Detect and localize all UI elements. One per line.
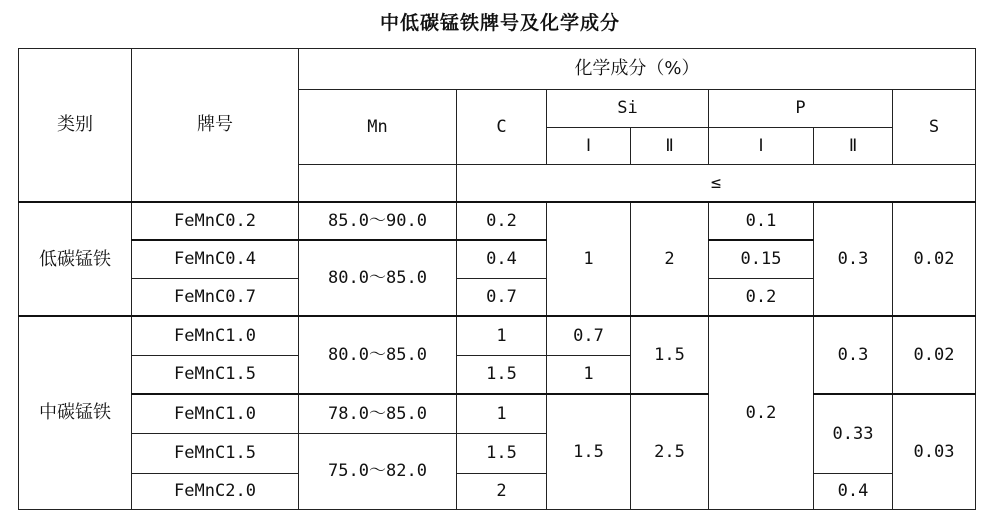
s-cell: 0.02	[893, 316, 976, 394]
c-cell: 1	[457, 316, 547, 355]
si-ii-cell: 2	[631, 202, 709, 316]
c-cell: 1	[457, 394, 547, 433]
p-i-cell: 0.2	[709, 316, 814, 509]
group-low-carbon: 低碳锰铁	[19, 202, 132, 316]
si-ii-cell: 2.5	[631, 394, 709, 509]
c-cell: 1.5	[457, 355, 547, 394]
c-cell: 0.4	[457, 240, 547, 278]
si-i-cell: 1.5	[547, 394, 631, 509]
s-cell: 0.03	[893, 394, 976, 509]
grade-cell: FeMnC0.2	[132, 202, 299, 240]
header-s: S	[893, 90, 976, 165]
header-composition: 化学成分（%）	[299, 49, 976, 90]
mn-cell: 80.0～85.0	[299, 240, 457, 316]
grade-cell: FeMnC0.7	[132, 278, 299, 316]
grade-cell: FeMnC1.5	[132, 355, 299, 394]
header-si-class-i: Ⅰ	[547, 128, 631, 165]
p-ii-cell: 0.33	[814, 394, 893, 473]
mn-cell: 75.0～82.0	[299, 433, 457, 509]
group-medium-carbon: 中碳锰铁	[19, 316, 132, 509]
header-si-class-ii: Ⅱ	[631, 128, 709, 165]
mn-cell: 80.0～85.0	[299, 316, 457, 394]
header-si: Si	[547, 90, 709, 128]
grade-cell: FeMnC1.0	[132, 316, 299, 355]
si-i-cell: 1	[547, 202, 631, 316]
c-cell: 0.7	[457, 278, 547, 316]
header-mn-blank	[299, 165, 457, 203]
grade-cell: FeMnC1.0	[132, 394, 299, 433]
grade-cell: FeMnC1.5	[132, 433, 299, 473]
s-cell: 0.02	[893, 202, 976, 316]
header-max-symbol: ≤	[457, 165, 976, 203]
c-cell: 2	[457, 473, 547, 509]
grade-cell: FeMnC2.0	[132, 473, 299, 509]
header-p-class-ii: Ⅱ	[814, 128, 893, 165]
si-i-cell: 0.7	[547, 316, 631, 355]
p-ii-cell: 0.4	[814, 473, 893, 509]
c-cell: 1.5	[457, 433, 547, 473]
table-title: 中低碳锰铁牌号及化学成分	[379, 12, 620, 34]
mn-cell: 78.0～85.0	[299, 394, 457, 433]
si-ii-cell: 1.5	[631, 316, 709, 394]
p-i-cell: 0.15	[709, 240, 814, 278]
header-p-class-i: Ⅰ	[709, 128, 814, 165]
header-mn: Mn	[299, 90, 457, 165]
p-ii-cell: 0.3	[814, 316, 893, 394]
composition-table	[18, 48, 976, 510]
si-i-cell: 1	[547, 355, 631, 394]
header-category: 类别	[19, 49, 132, 203]
p-ii-cell: 0.3	[814, 202, 893, 316]
header-c: C	[457, 90, 547, 165]
p-i-cell: 0.1	[709, 202, 814, 240]
p-i-cell: 0.2	[709, 278, 814, 316]
header-p: P	[709, 90, 893, 128]
mn-cell: 85.0～90.0	[299, 202, 457, 240]
c-cell: 0.2	[457, 202, 547, 240]
grade-cell: FeMnC0.4	[132, 240, 299, 278]
header-grade: 牌号	[132, 49, 299, 203]
